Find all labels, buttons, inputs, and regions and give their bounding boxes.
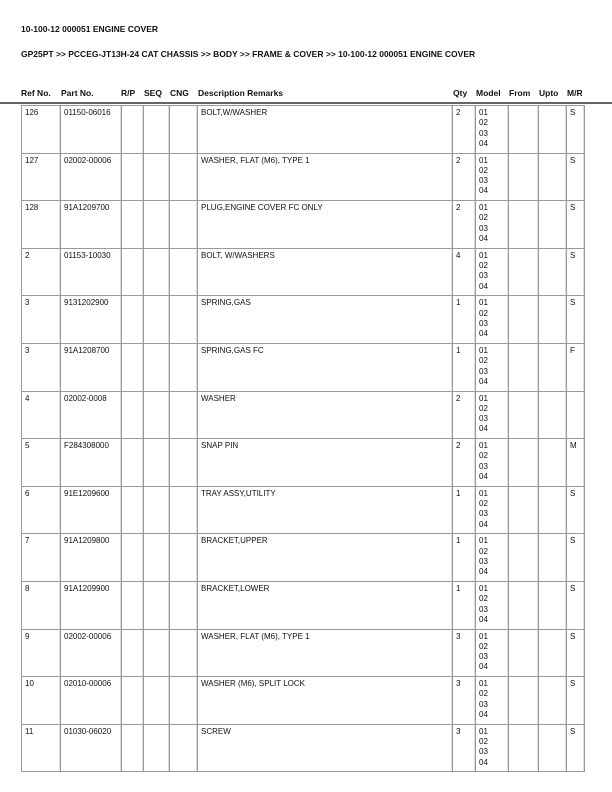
col-desc: Description Remarks: [198, 88, 284, 98]
part-cell: 02010-00006: [61, 677, 122, 725]
ref-cell: 6: [22, 486, 61, 534]
part-cell: 91A1209900: [61, 581, 122, 629]
rp-cell: [122, 439, 144, 487]
upto-cell: [539, 106, 567, 154]
rp-cell: [122, 581, 144, 629]
mr-cell: M: [567, 439, 585, 487]
mr-cell: S: [567, 486, 585, 534]
from-cell: [509, 581, 539, 629]
model-code: 02: [479, 165, 488, 175]
model-code: 04: [479, 281, 488, 291]
model-code: 03: [479, 699, 488, 709]
desc-cell: WASHER: [198, 391, 453, 439]
cng-cell: [170, 439, 198, 487]
seq-cell: [144, 581, 170, 629]
cng-cell: [170, 391, 198, 439]
upto-cell: [539, 201, 567, 249]
col-cng: CNG: [170, 88, 189, 98]
col-mr: M/R: [567, 88, 583, 98]
model-code: 03: [479, 414, 488, 424]
model-code: 01: [479, 488, 488, 498]
cng-cell: [170, 343, 198, 391]
seq-cell: [144, 534, 170, 582]
model-code: 03: [479, 366, 488, 376]
rp-cell: [122, 391, 144, 439]
from-cell: [509, 343, 539, 391]
table-row: [22, 724, 585, 772]
part-cell: 01150-06016: [61, 106, 122, 154]
model-code: 02: [479, 118, 488, 128]
model-code: 03: [479, 652, 488, 662]
model-code: 04: [479, 472, 488, 482]
model-code: 02: [479, 641, 488, 651]
model-code: 02: [479, 594, 488, 604]
model-code: 02: [479, 261, 488, 271]
part-cell: 91E1209600: [61, 486, 122, 534]
from-cell: [509, 629, 539, 677]
model-code: 03: [479, 747, 488, 757]
model-code: 01: [479, 393, 488, 403]
table-row: [22, 201, 585, 249]
seq-cell: [144, 486, 170, 534]
model-code: 01: [479, 726, 488, 736]
model-code: 01: [479, 679, 488, 689]
col-part: Part No.: [61, 88, 94, 98]
desc-cell: SCREW: [198, 724, 453, 772]
part-cell: 91A1208700: [61, 343, 122, 391]
mr-cell: S: [567, 201, 585, 249]
cng-cell: [170, 248, 198, 296]
desc-cell: SPRING,GAS FC: [198, 343, 453, 391]
desc-cell: WASHER, FLAT (M6), TYPE 1: [198, 629, 453, 677]
ref-cell: 5: [22, 439, 61, 487]
from-cell: [509, 296, 539, 344]
from-cell: [509, 724, 539, 772]
model-code: 02: [479, 403, 488, 413]
ref-cell: 128: [22, 201, 61, 249]
model-code: 04: [479, 757, 488, 767]
part-cell: 02002-00006: [61, 153, 122, 201]
ref-cell: 126: [22, 106, 61, 154]
mr-cell: [567, 391, 585, 439]
mr-cell: S: [567, 106, 585, 154]
part-cell: 9131202900: [61, 296, 122, 344]
table-row: [22, 486, 585, 534]
seq-cell: [144, 106, 170, 154]
col-from: From: [509, 88, 531, 98]
seq-cell: [144, 439, 170, 487]
desc-cell: BOLT,W/WASHER: [198, 106, 453, 154]
upto-cell: [539, 296, 567, 344]
part-cell: 02002-00006: [61, 629, 122, 677]
ref-cell: 3: [22, 296, 61, 344]
qty-cell: 2: [453, 391, 476, 439]
model-code: 03: [479, 556, 488, 566]
seq-cell: [144, 201, 170, 249]
model-code: 01: [479, 155, 488, 165]
model-code: 03: [479, 604, 488, 614]
model-cell: [476, 486, 509, 534]
model-code: 02: [479, 689, 488, 699]
model-code: 04: [479, 519, 488, 529]
model-cell: [476, 439, 509, 487]
table-header: [0, 86, 612, 104]
seq-cell: [144, 343, 170, 391]
model-cell: [476, 724, 509, 772]
model-cell: [476, 296, 509, 344]
cng-cell: [170, 677, 198, 725]
model-code: 04: [479, 376, 488, 386]
model-cell: [476, 629, 509, 677]
desc-cell: BRACKET,UPPER: [198, 534, 453, 582]
col-qty: Qty: [453, 88, 468, 98]
from-cell: [509, 391, 539, 439]
upto-cell: [539, 629, 567, 677]
model-code: 04: [479, 138, 488, 148]
table-row: [22, 534, 585, 582]
model-code: 04: [479, 662, 488, 672]
from-cell: [509, 106, 539, 154]
desc-cell: PLUG,ENGINE COVER FC ONLY: [198, 201, 453, 249]
part-cell: 02002-0008: [61, 391, 122, 439]
model-code: 02: [479, 308, 488, 318]
from-cell: [509, 486, 539, 534]
rp-cell: [122, 296, 144, 344]
rp-cell: [122, 486, 144, 534]
qty-cell: 1: [453, 343, 476, 391]
model-code: 04: [479, 567, 488, 577]
col-seq: SEQ: [144, 88, 162, 98]
from-cell: [509, 153, 539, 201]
desc-cell: WASHER, FLAT (M6), TYPE 1: [198, 153, 453, 201]
seq-cell: [144, 296, 170, 344]
ref-cell: 9: [22, 629, 61, 677]
upto-cell: [539, 391, 567, 439]
table-row: [22, 629, 585, 677]
mr-cell: S: [567, 677, 585, 725]
table-row: [22, 439, 585, 487]
model-cell: [476, 343, 509, 391]
model-code: 01: [479, 250, 488, 260]
model-cell: [476, 248, 509, 296]
ref-cell: 10: [22, 677, 61, 725]
ref-cell: 3: [22, 343, 61, 391]
upto-cell: [539, 153, 567, 201]
col-upto: Upto: [539, 88, 559, 98]
model-code: 02: [479, 499, 488, 509]
mr-cell: S: [567, 248, 585, 296]
ref-cell: 8: [22, 581, 61, 629]
model-code: 03: [479, 461, 488, 471]
rp-cell: [122, 343, 144, 391]
model-code: 04: [479, 424, 488, 434]
part-cell: 91A1209700: [61, 201, 122, 249]
qty-cell: 1: [453, 296, 476, 344]
mr-cell: S: [567, 296, 585, 344]
table-row: [22, 296, 585, 344]
model-code: 02: [479, 451, 488, 461]
mr-cell: S: [567, 153, 585, 201]
model-cell: [476, 201, 509, 249]
model-code: 01: [479, 441, 488, 451]
rp-cell: [122, 248, 144, 296]
upto-cell: [539, 248, 567, 296]
qty-cell: 2: [453, 439, 476, 487]
table-row: [22, 153, 585, 201]
model-code: 04: [479, 329, 488, 339]
parts-table: [21, 105, 585, 772]
ref-cell: 2: [22, 248, 61, 296]
qty-cell: 1: [453, 581, 476, 629]
part-cell: 01153-10030: [61, 248, 122, 296]
desc-cell: WASHER (M6), SPLIT LOCK: [198, 677, 453, 725]
cng-cell: [170, 153, 198, 201]
model-code: 03: [479, 318, 488, 328]
from-cell: [509, 201, 539, 249]
model-cell: [476, 534, 509, 582]
table-row: [22, 248, 585, 296]
col-model: Model: [476, 88, 501, 98]
upto-cell: [539, 439, 567, 487]
model-code: 02: [479, 356, 488, 366]
seq-cell: [144, 629, 170, 677]
mr-cell: S: [567, 534, 585, 582]
col-ref: Ref No.: [21, 88, 51, 98]
seq-cell: [144, 391, 170, 439]
model-code: 03: [479, 176, 488, 186]
from-cell: [509, 439, 539, 487]
part-cell: F284308000: [61, 439, 122, 487]
from-cell: [509, 677, 539, 725]
upto-cell: [539, 534, 567, 582]
model-cell: [476, 581, 509, 629]
rp-cell: [122, 201, 144, 249]
rp-cell: [122, 629, 144, 677]
from-cell: [509, 534, 539, 582]
breadcrumb: GP25PT >> PCCEG-JT13H-24 CAT CHASSIS >> BODY >> FRAME & COVER >> 10-100-12 000051 ENGINE COVER: [21, 49, 476, 59]
model-cell: [476, 677, 509, 725]
seq-cell: [144, 677, 170, 725]
qty-cell: 1: [453, 534, 476, 582]
desc-cell: BRACKET,LOWER: [198, 581, 453, 629]
mr-cell: S: [567, 581, 585, 629]
table-row: [22, 391, 585, 439]
qty-cell: 4: [453, 248, 476, 296]
rp-cell: [122, 153, 144, 201]
model-code: 01: [479, 631, 488, 641]
part-cell: 01030-06020: [61, 724, 122, 772]
model-cell: [476, 153, 509, 201]
ref-cell: 4: [22, 391, 61, 439]
rp-cell: [122, 677, 144, 725]
model-code: 02: [479, 737, 488, 747]
mr-cell: S: [567, 629, 585, 677]
qty-cell: 2: [453, 106, 476, 154]
model-code: 01: [479, 583, 488, 593]
qty-cell: 3: [453, 629, 476, 677]
cng-cell: [170, 534, 198, 582]
model-code: 01: [479, 108, 488, 117]
upto-cell: [539, 581, 567, 629]
seq-cell: [144, 248, 170, 296]
model-code: 04: [479, 614, 488, 624]
model-code: 04: [479, 710, 488, 720]
model-code: 01: [479, 298, 488, 308]
cng-cell: [170, 581, 198, 629]
cng-cell: [170, 486, 198, 534]
part-cell: 91A1209800: [61, 534, 122, 582]
qty-cell: 2: [453, 153, 476, 201]
model-code: 03: [479, 509, 488, 519]
model-code: 01: [479, 203, 488, 213]
desc-cell: TRAY ASSY,UTILITY: [198, 486, 453, 534]
mr-cell: F: [567, 343, 585, 391]
col-rp: R/P: [121, 88, 136, 98]
desc-cell: BOLT, W/WASHERS: [198, 248, 453, 296]
qty-cell: 2: [453, 201, 476, 249]
table-row: [22, 677, 585, 725]
seq-cell: [144, 724, 170, 772]
rp-cell: [122, 534, 144, 582]
table-row: [22, 581, 585, 629]
qty-cell: 3: [453, 677, 476, 725]
model-cell: [476, 106, 509, 154]
table-row: [22, 343, 585, 391]
model-code: 04: [479, 186, 488, 196]
table-row: [22, 106, 585, 154]
from-cell: [509, 248, 539, 296]
cng-cell: [170, 106, 198, 154]
rp-cell: [122, 724, 144, 772]
cng-cell: [170, 724, 198, 772]
qty-cell: 3: [453, 724, 476, 772]
model-code: 02: [479, 213, 488, 223]
page-title: 10-100-12 000051 ENGINE COVER: [21, 24, 159, 34]
seq-cell: [144, 153, 170, 201]
cng-cell: [170, 201, 198, 249]
model-cell: [476, 391, 509, 439]
upto-cell: [539, 724, 567, 772]
upto-cell: [539, 343, 567, 391]
qty-cell: 1: [453, 486, 476, 534]
upto-cell: [539, 486, 567, 534]
rp-cell: [122, 106, 144, 154]
ref-cell: 7: [22, 534, 61, 582]
cng-cell: [170, 629, 198, 677]
mr-cell: S: [567, 724, 585, 772]
model-code: 03: [479, 271, 488, 281]
desc-cell: SNAP PIN: [198, 439, 453, 487]
model-code: 01: [479, 345, 488, 355]
ref-cell: 11: [22, 724, 61, 772]
model-code: 04: [479, 234, 488, 244]
ref-cell: 127: [22, 153, 61, 201]
model-code: 01: [479, 536, 488, 546]
model-code: 03: [479, 223, 488, 233]
model-code: 02: [479, 546, 488, 556]
upto-cell: [539, 677, 567, 725]
cng-cell: [170, 296, 198, 344]
desc-cell: SPRING,GAS: [198, 296, 453, 344]
model-code: 03: [479, 128, 488, 138]
